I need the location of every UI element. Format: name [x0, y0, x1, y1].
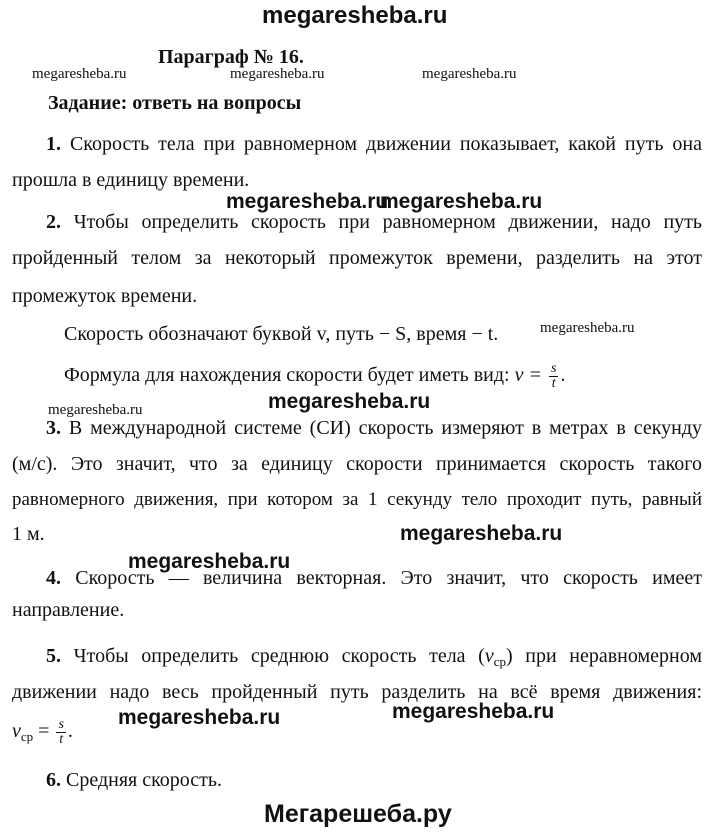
answer-number: 4. — [46, 567, 61, 589]
answer-number: 3. — [46, 417, 61, 439]
answer-text: Скорость тела при равномерном движении показывает, какой путь она — [69, 133, 702, 155]
answer-1-line-2: прошла в единицу времени. — [12, 169, 250, 191]
watermark-small: megaresheba.ru — [48, 402, 143, 418]
task-heading: Задание: ответь на вопросы — [48, 92, 302, 114]
watermark-top: megaresheba.ru — [262, 2, 448, 29]
formula-fraction — [56, 718, 65, 747]
fraction-denominator: t — [551, 376, 556, 391]
answer-2-notation: Скорость обозначают буквой v, путь − S, время − t. — [64, 323, 499, 345]
answer-3-line-4: 1 м. — [12, 523, 45, 545]
answer-4-line-2: направление. — [12, 599, 125, 621]
answer-text: Скорость — величина векторная. Это значит, что скорость имеет — [75, 567, 702, 589]
watermark-small: megaresheba.ru — [540, 320, 635, 336]
answer-2-line-2: пройденный телом за некоторый промежуток времени, разделить на этот — [12, 247, 702, 269]
watermark-small: megaresheba.ru — [32, 66, 127, 82]
answer-number: 1. — [46, 133, 61, 155]
average-speed-symbol: v — [484, 645, 494, 667]
watermark-large: megaresheba.ru — [118, 706, 281, 729]
answer-2-line-3: промежуток времени. — [12, 285, 198, 307]
formula-equals: = — [38, 720, 50, 743]
answer-number: 5. — [46, 645, 61, 667]
watermark-large: megaresheba.ru — [128, 550, 291, 573]
answer-5-line-2: движении надо весь пройденный путь разделить на всё время движения: — [12, 681, 702, 703]
watermark-bottom: Мегарешеба.ру — [264, 800, 452, 828]
fraction-numerator: s — [550, 361, 557, 376]
watermark-large: megaresheba.ru — [268, 390, 431, 413]
answer-text: ) при неравномерном — [506, 645, 702, 667]
watermark-small: megaresheba.ru — [230, 66, 325, 82]
formula-period: . — [560, 364, 566, 387]
watermark-large: megaresheba.ru — [380, 190, 543, 213]
answer-6 — [46, 768, 222, 792]
answer-3-line-1 — [12, 416, 702, 440]
answer-1-line-1 — [12, 132, 702, 156]
formula-fraction — [549, 362, 558, 391]
watermark-large: megaresheba.ru — [226, 190, 389, 213]
answer-2-formula — [64, 362, 565, 391]
watermark-large: megaresheba.ru — [392, 700, 555, 723]
fraction-numerator: s — [58, 717, 64, 732]
answer-3-line-2: (м/с). Это значит, что за единицу скорости принимается скорость такого — [12, 453, 702, 475]
answer-5-formula — [12, 718, 73, 749]
answer-text: Чтобы определить среднюю скорость тела ( — [73, 645, 485, 667]
formula-lhs: v = — [514, 364, 542, 387]
average-speed-subscript: ср — [493, 654, 506, 669]
formula-period: . — [67, 720, 73, 743]
paragraph-title: Параграф № 16. — [158, 46, 304, 68]
answer-text: Средняя скорость. — [66, 769, 223, 791]
answer-2-line-1 — [12, 210, 702, 234]
average-speed-symbol: v — [12, 720, 21, 743]
fraction-denominator: t — [59, 732, 64, 747]
formula-text: Формула для нахождения скорости будет иметь вид: — [64, 364, 510, 387]
answer-5-line-1 — [12, 644, 702, 674]
answer-number: 6. — [46, 769, 61, 791]
watermark-small: megaresheba.ru — [422, 66, 517, 82]
answer-text: В международной системе (СИ) скорость измеряют в метрах в секунду — [68, 417, 702, 439]
answer-4-line-1 — [12, 566, 702, 590]
watermark-large: megaresheba.ru — [400, 522, 563, 545]
average-speed-subscript: ср — [20, 729, 34, 745]
answer-3-line-3: равномерного движения, при котором за 1 секунду тело проходит путь, равный — [12, 489, 702, 510]
answer-text: Чтобы определить скорость при равномерном движении, надо путь — [73, 211, 702, 233]
answer-number: 2. — [46, 211, 61, 233]
